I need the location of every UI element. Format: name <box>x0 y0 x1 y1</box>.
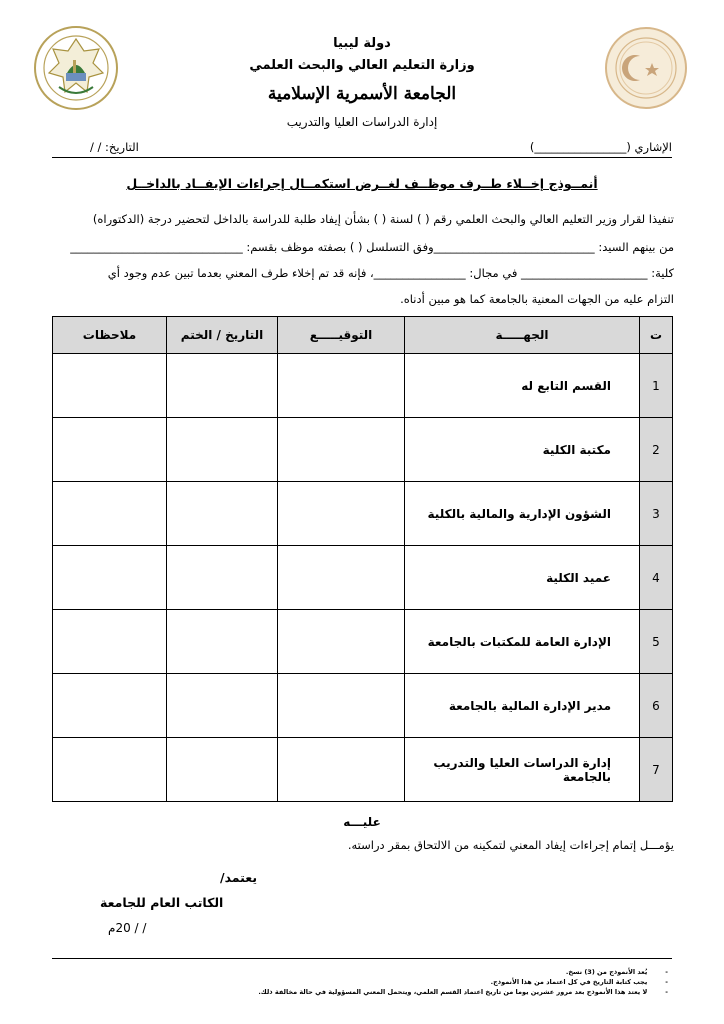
approval-date: / / 20م <box>108 921 147 935</box>
signature-cell[interactable] <box>278 354 405 418</box>
row-number: 7 <box>640 738 673 802</box>
signatory-title: الكاتب العام للجامعة <box>100 895 224 910</box>
row-party: القسم التابع له <box>405 354 640 418</box>
notes-cell[interactable] <box>53 738 167 802</box>
date-stamp-cell[interactable] <box>167 546 278 610</box>
table-row <box>53 738 673 802</box>
signature-cell[interactable] <box>278 674 405 738</box>
form-title: أنمــوذج إخــلاء طــرف موظــف لغــرض استكمــال إجراءات الإيفــاد بالداخــل <box>126 176 598 191</box>
footer-note: -لا يعتد هذا الأنموذج بعد مرور عشرين يوما من تاريخ اعتماد القسم العلمي، ويتحمل المعني المسؤولية في حالة مخالفة ذلك. <box>258 988 668 996</box>
row-number: 6 <box>640 674 673 738</box>
header-date-stamp: التاريخ / الختم <box>167 317 278 354</box>
notes-cell[interactable] <box>53 418 167 482</box>
table-row <box>53 482 673 546</box>
table-row <box>53 418 673 482</box>
country-name: دولة ليبيا <box>333 36 391 51</box>
row-party: الشؤون الإدارية والمالية بالكلية <box>405 482 640 546</box>
date-stamp-cell[interactable] <box>167 738 278 802</box>
signature-cell[interactable] <box>278 546 405 610</box>
date-stamp-cell[interactable] <box>167 610 278 674</box>
signature-cell[interactable] <box>278 482 405 546</box>
date-stamp-cell[interactable] <box>167 354 278 418</box>
footer-divider <box>52 958 672 959</box>
clearance-table <box>52 316 673 802</box>
date-field: التاريخ: / / <box>90 140 139 154</box>
department-name: إدارة الدراسات العليا والتدريب <box>286 115 438 129</box>
row-number: 3 <box>640 482 673 546</box>
body-line-4: التزام عليه من الجهات المعنية بالجامعة كما هو مبين أدناه. <box>400 292 674 306</box>
row-party: إدارة الدراسات العليا والتدريب بالجامعة <box>405 738 640 802</box>
row-number: 4 <box>640 546 673 610</box>
body-line-2: من بينهم السيد: ____________________________وفق التسلسل ( ) بصفته موظف بقسم: ______________________________ <box>70 240 674 254</box>
date-stamp-cell[interactable] <box>167 418 278 482</box>
table-header-row <box>53 317 673 354</box>
university-name: الجامعة الأسمرية الإسلامية <box>267 84 457 104</box>
row-number: 5 <box>640 610 673 674</box>
table-row <box>53 674 673 738</box>
signature-cell[interactable] <box>278 418 405 482</box>
alayh-heading: عليـــه <box>343 815 381 829</box>
footer-notes <box>258 967 668 997</box>
date-stamp-cell[interactable] <box>167 482 278 546</box>
table-row <box>53 354 673 418</box>
approve-label: يعتمد/ <box>220 870 258 885</box>
reference-number: الإشاري (________________) <box>529 140 672 154</box>
signature-cell[interactable] <box>278 738 405 802</box>
date-stamp-cell[interactable] <box>167 674 278 738</box>
notes-cell[interactable] <box>53 674 167 738</box>
row-party: مدير الإدارة المالية بالجامعة <box>405 674 640 738</box>
notes-cell[interactable] <box>53 546 167 610</box>
footer-note: -يجب كتابة التاريخ في كل اعتماد من هذا الأنموذج. <box>490 978 668 986</box>
row-party: عميد الكلية <box>405 546 640 610</box>
notes-cell[interactable] <box>53 610 167 674</box>
row-number: 2 <box>640 418 673 482</box>
header-num: ت <box>640 317 673 354</box>
row-number: 1 <box>640 354 673 418</box>
notes-cell[interactable] <box>53 482 167 546</box>
notes-cell[interactable] <box>53 354 167 418</box>
row-party: مكتبة الكلية <box>405 418 640 482</box>
header-notes: ملاحظات <box>53 317 167 354</box>
footer-note: -يُعد الأنموذج من (3) نسخ. <box>565 968 668 976</box>
signature-cell[interactable] <box>278 610 405 674</box>
row-party: الإدارة العامة للمكتبات بالجامعة <box>405 610 640 674</box>
table-row <box>53 546 673 610</box>
closing-instruction: يؤمـــل إتمام إجراءات إيفاد المعني لتمكينه من الالتحاق بمقر دراسته. <box>347 838 674 852</box>
table-row <box>53 610 673 674</box>
header-divider <box>52 157 672 158</box>
ministry-name: وزارة التعليم العالي والبحث العلمي <box>249 58 475 73</box>
header-signature: التوقيـــــع <box>278 317 405 354</box>
body-line-1: تنفيذا لقرار وزير التعليم العالي والبحث العلمي رقم ( ) لسنة ( ) بشأن إيفاد طلبة للدراسة بالداخل لتحضير درجة (الدكتوراه) <box>92 212 674 226</box>
header-party: الجهـــــة <box>405 317 640 354</box>
body-line-3: كلية: ______________________ في مجال: ________________، فإنه قد تم إخلاء طرف المعني بعدما تبين عدم وجود أي <box>107 266 674 280</box>
